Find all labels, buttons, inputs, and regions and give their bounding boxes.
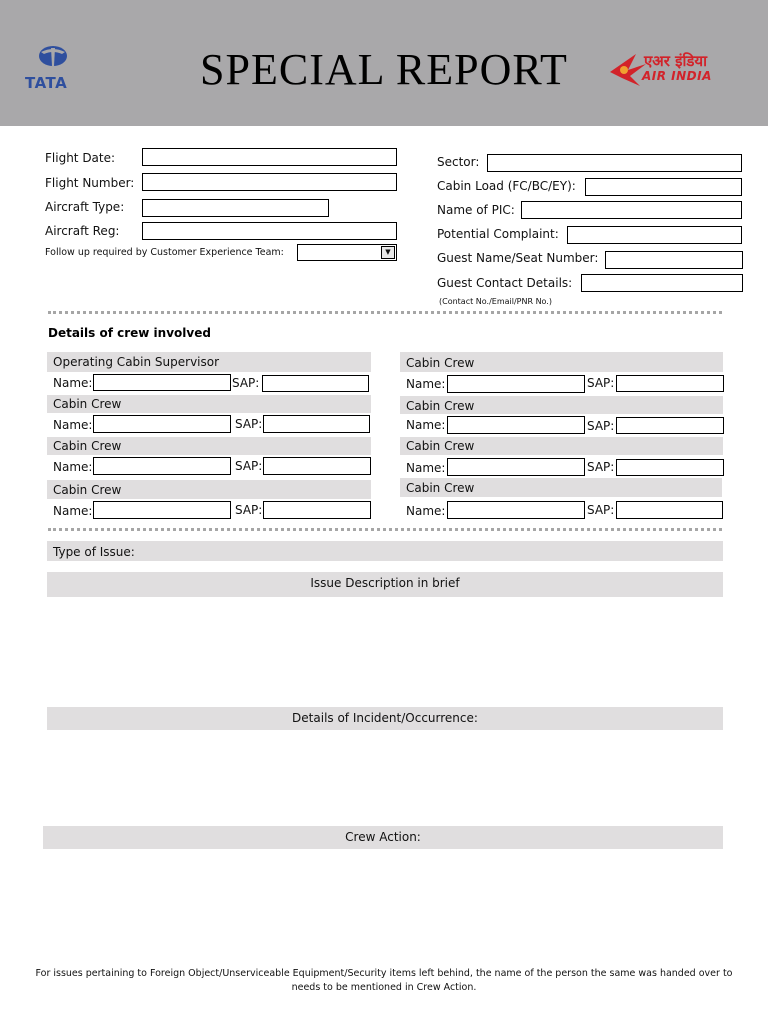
crew-role-label: Cabin Crew xyxy=(53,483,122,497)
crew-sap-label: SAP: xyxy=(232,376,260,390)
follow-up-dropdown[interactable] xyxy=(297,244,397,261)
guest-contact-hint: (Contact No./Email/PNR No.) xyxy=(439,297,552,306)
crew-name-field[interactable] xyxy=(93,501,231,519)
aircraft-reg-field[interactable] xyxy=(142,222,397,240)
crew-action-area[interactable] xyxy=(43,852,723,957)
crew-name-field[interactable] xyxy=(447,375,585,393)
flight-number-field[interactable] xyxy=(142,173,397,191)
crew-name-field[interactable] xyxy=(93,415,231,433)
crew-name-field[interactable] xyxy=(447,501,585,519)
footer-note xyxy=(10,967,758,995)
guest-contact-label: Guest Contact Details: xyxy=(437,276,573,290)
crew-role-label: Cabin Crew xyxy=(406,439,475,453)
aircraft-type-field[interactable] xyxy=(142,199,329,217)
crew-sap-label: SAP: xyxy=(587,376,615,390)
follow-up-label: Follow up required by Customer Experience Team: xyxy=(45,247,284,258)
flight-date-label: Flight Date: xyxy=(45,151,116,165)
crew-name-label: Name: xyxy=(406,418,446,432)
crew-sap-label: SAP: xyxy=(587,460,615,474)
crew-sap-label: SAP: xyxy=(235,503,263,517)
crew-name-field[interactable] xyxy=(93,457,231,475)
crew-role-label: Cabin Crew xyxy=(406,481,475,495)
issue-type-label: Type of Issue: xyxy=(53,545,135,559)
crew-sap-label: SAP: xyxy=(587,419,615,433)
guest-seat-field[interactable] xyxy=(605,251,743,269)
section-divider xyxy=(48,528,722,531)
flight-number-label: Flight Number: xyxy=(45,176,135,190)
crew-sap-field[interactable] xyxy=(616,417,724,434)
potential-complaint-label: Potential Complaint: xyxy=(437,227,559,241)
guest-seat-label: Guest Name/Seat Number: xyxy=(437,251,599,265)
crew-sap-label: SAP: xyxy=(587,503,615,517)
air-india-logo-text: AIR INDIA xyxy=(642,69,712,83)
issue-description-area[interactable] xyxy=(47,600,723,702)
crew-role-label: Cabin Crew xyxy=(406,356,475,370)
cabin-load-field[interactable] xyxy=(585,178,742,196)
crew-sap-field[interactable] xyxy=(263,415,370,433)
crew-sap-label: SAP: xyxy=(235,417,263,431)
section-divider xyxy=(48,311,722,314)
footer-note-line1: For issues pertaining to Foreign Object/Unserviceable Equipment/Security items left behind, the name of the person the same was handed over to xyxy=(35,968,733,979)
crew-sap-field[interactable] xyxy=(616,459,724,476)
chevron-down-icon[interactable]: ▼ xyxy=(381,246,395,259)
report-header xyxy=(0,0,768,126)
crew-role-label: Cabin Crew xyxy=(406,399,475,413)
crew-sap-field[interactable] xyxy=(616,501,723,519)
crew-name-label: Name: xyxy=(406,504,446,518)
issue-description-label: Issue Description in brief xyxy=(310,576,460,590)
pic-field[interactable] xyxy=(521,201,742,219)
cabin-load-label: Cabin Load (FC/BC/EY): xyxy=(437,179,576,193)
guest-contact-field[interactable] xyxy=(581,274,743,292)
aircraft-type-label: Aircraft Type: xyxy=(45,200,125,214)
crew-role-label: Cabin Crew xyxy=(53,439,122,453)
footer-note-line2: needs to be mentioned in Crew Action. xyxy=(291,982,477,993)
tata-logo-text: TATA xyxy=(25,74,68,92)
crew-role-label: Cabin Crew xyxy=(53,397,122,411)
crew-name-label: Name: xyxy=(53,418,93,432)
crew-name-label: Name: xyxy=(53,504,93,518)
crew-heading: Details of crew involved xyxy=(48,326,211,340)
aircraft-reg-label: Aircraft Reg: xyxy=(45,224,120,238)
crew-sap-field[interactable] xyxy=(263,457,371,475)
crew-name-field[interactable] xyxy=(93,374,231,391)
crew-role-label: Operating Cabin Supervisor xyxy=(53,355,220,369)
issue-type-bar xyxy=(47,541,723,561)
crew-sap-field[interactable] xyxy=(263,501,371,519)
sector-label: Sector: xyxy=(437,155,480,169)
crew-name-label: Name: xyxy=(53,376,93,390)
crew-sap-label: SAP: xyxy=(235,459,263,473)
crew-sap-field[interactable] xyxy=(616,375,724,392)
potential-complaint-field[interactable] xyxy=(567,226,742,244)
crew-action-label: Crew Action: xyxy=(345,830,421,844)
incident-details-area[interactable] xyxy=(47,733,723,821)
sector-field[interactable] xyxy=(487,154,742,172)
flight-date-field[interactable] xyxy=(142,148,397,166)
pic-label: Name of PIC: xyxy=(437,203,515,217)
crew-sap-field[interactable] xyxy=(262,375,369,392)
crew-name-field[interactable] xyxy=(447,458,585,476)
page-title: SPECIAL REPORT xyxy=(200,45,568,94)
crew-name-label: Name: xyxy=(406,377,446,391)
crew-name-label: Name: xyxy=(53,460,93,474)
crew-name-field[interactable] xyxy=(447,416,585,434)
air-india-hindi-text: एअर इंडिया xyxy=(644,52,707,70)
crew-name-label: Name: xyxy=(406,461,446,475)
incident-details-label: Details of Incident/Occurrence: xyxy=(292,711,478,725)
